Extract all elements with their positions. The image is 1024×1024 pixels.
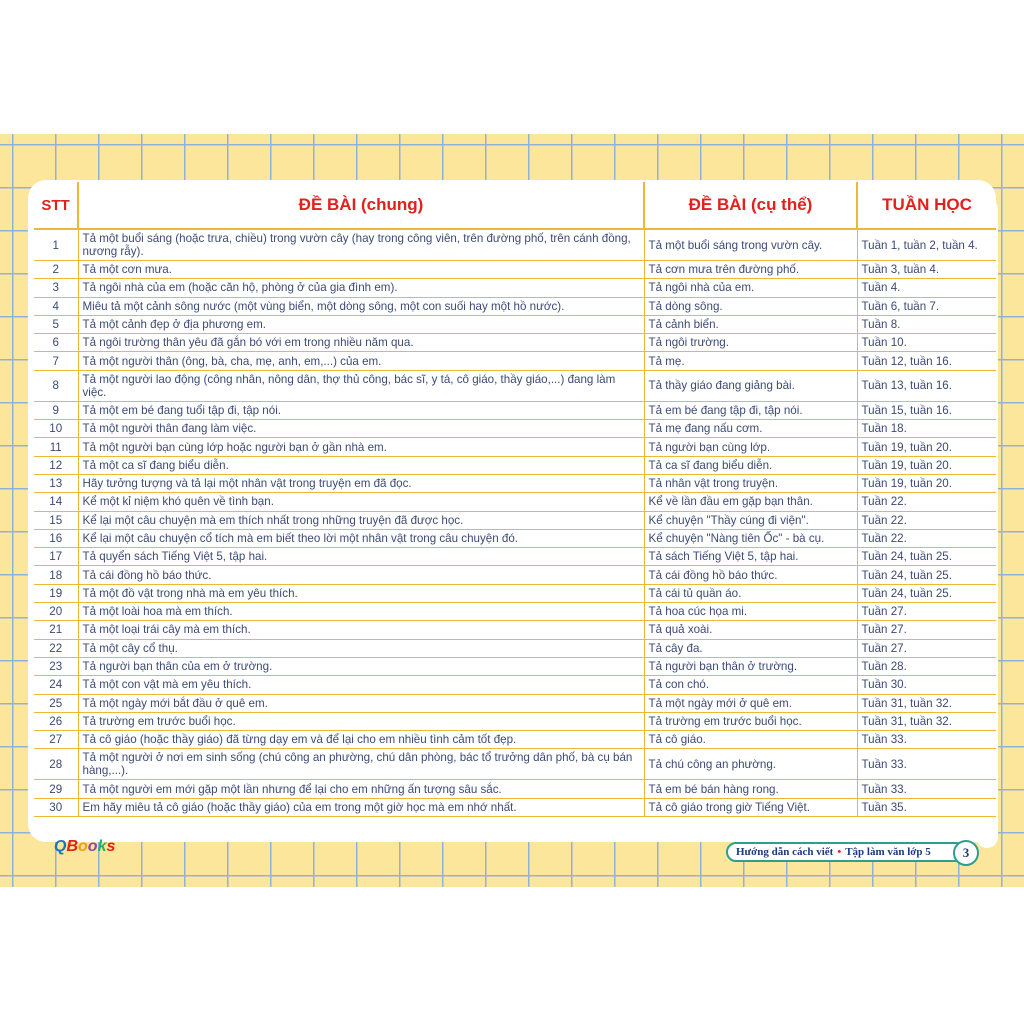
study-week-cell: Tuần 19, tuần 20. bbox=[857, 456, 996, 474]
specific-topic-cell: Tả một buổi sáng trong vườn cây. bbox=[644, 229, 857, 261]
study-week-cell: Tuần 3, tuần 4. bbox=[857, 261, 996, 279]
specific-topic-cell: Tả cái đồng hồ báo thức. bbox=[644, 566, 857, 584]
row-number: 23 bbox=[34, 657, 78, 675]
row-number: 11 bbox=[34, 438, 78, 456]
general-topic-cell: Tả một cơn mưa. bbox=[78, 261, 644, 279]
general-topic-cell: Tả ngôi nhà của em (hoặc căn hộ, phòng ở của gia đình em). bbox=[78, 279, 644, 297]
table-row bbox=[34, 694, 996, 712]
study-week-cell: Tuần 22. bbox=[857, 511, 996, 529]
general-topic-cell: Tả một người lao động (công nhân, nông dân, thợ thủ công, bác sĩ, y tá, cô giáo, thầy giáo,...) đang làm việc. bbox=[78, 370, 644, 401]
row-number: 24 bbox=[34, 676, 78, 694]
table-row bbox=[34, 474, 996, 492]
specific-topic-cell: Tả sách Tiếng Việt 5, tập hai. bbox=[644, 548, 857, 566]
general-topic-cell: Tả một loại trái cây mà em thích. bbox=[78, 621, 644, 639]
table-row bbox=[34, 621, 996, 639]
row-number: 19 bbox=[34, 584, 78, 602]
general-topic-cell: Tả một ca sĩ đang biểu diễn. bbox=[78, 456, 644, 474]
specific-topic-cell: Tả dòng sông. bbox=[644, 297, 857, 315]
study-week-cell: Tuần 4. bbox=[857, 279, 996, 297]
book-title: Hướng dẫn cách viết bbox=[736, 846, 834, 858]
study-week-cell: Tuần 27. bbox=[857, 639, 996, 657]
row-number: 25 bbox=[34, 694, 78, 712]
study-week-cell: Tuần 8. bbox=[857, 315, 996, 333]
specific-topic-cell: Tả thầy giáo đang giảng bài. bbox=[644, 370, 857, 401]
study-week-cell: Tuần 18. bbox=[857, 420, 996, 438]
study-week-cell: Tuần 12, tuần 16. bbox=[857, 352, 996, 370]
row-number: 16 bbox=[34, 529, 78, 547]
general-topic-cell: Tả một ngày mới bắt đầu ở quê em. bbox=[78, 694, 644, 712]
specific-topic-cell: Tả con chó. bbox=[644, 676, 857, 694]
specific-topic-cell: Tả quả xoài. bbox=[644, 621, 857, 639]
study-week-cell: Tuần 19, tuần 20. bbox=[857, 438, 996, 456]
table-row bbox=[34, 352, 996, 370]
row-number: 21 bbox=[34, 621, 78, 639]
specific-topic-cell: Tả chú công an phường. bbox=[644, 749, 857, 780]
table-row bbox=[34, 548, 996, 566]
specific-topic-cell: Kể chuyện "Thầy cúng đi viện". bbox=[644, 511, 857, 529]
row-number: 26 bbox=[34, 712, 78, 730]
study-week-cell: Tuần 33. bbox=[857, 749, 996, 780]
study-week-cell: Tuần 13, tuần 16. bbox=[857, 370, 996, 401]
general-topic-cell: Tả một cây cổ thụ. bbox=[78, 639, 644, 657]
row-number: 7 bbox=[34, 352, 78, 370]
publisher-logo: QBooks bbox=[54, 838, 116, 855]
header-study-week: TUẦN HỌC bbox=[857, 182, 996, 229]
study-week-cell: Tuần 35. bbox=[857, 798, 996, 816]
table-row bbox=[34, 603, 996, 621]
general-topic-cell: Tả một cảnh đẹp ở địa phương em. bbox=[78, 315, 644, 333]
table-row bbox=[34, 657, 996, 675]
study-week-cell: Tuần 6, tuần 7. bbox=[857, 297, 996, 315]
general-topic-cell: Tả cô giáo (hoặc thầy giáo) đã từng dạy em và để lại cho em nhiều tình cảm tốt đẹp. bbox=[78, 731, 644, 749]
row-number: 5 bbox=[34, 315, 78, 333]
row-number: 22 bbox=[34, 639, 78, 657]
table-row bbox=[34, 401, 996, 419]
specific-topic-cell: Tả cái tủ quần áo. bbox=[644, 584, 857, 602]
study-week-cell: Tuần 30. bbox=[857, 676, 996, 694]
header-specific-topic: ĐỀ BÀI (cụ thể) bbox=[644, 182, 857, 229]
study-week-cell: Tuần 24, tuần 25. bbox=[857, 584, 996, 602]
general-topic-cell: Miêu tả một cảnh sông nước (một vùng biển, một dòng sông, một con suối hay một hồ nước). bbox=[78, 297, 644, 315]
row-number: 15 bbox=[34, 511, 78, 529]
general-topic-cell: Em hãy miêu tả cô giáo (hoặc thầy giáo) của em trong một giờ học mà em nhớ nhất. bbox=[78, 798, 644, 816]
study-week-cell: Tuần 15, tuần 16. bbox=[857, 401, 996, 419]
row-number: 27 bbox=[34, 731, 78, 749]
header-stt: STT bbox=[41, 196, 70, 214]
table-row bbox=[34, 315, 996, 333]
general-topic-cell: Tả một người bạn cùng lớp hoặc người bạn ở gần nhà em. bbox=[78, 438, 644, 456]
table-row bbox=[34, 511, 996, 529]
general-topic-cell: Tả một đồ vật trong nhà mà em yêu thích. bbox=[78, 584, 644, 602]
specific-topic-cell: Tả hoa cúc họa mi. bbox=[644, 603, 857, 621]
essay-topics-table bbox=[34, 182, 996, 817]
specific-topic-cell: Tả cảnh biển. bbox=[644, 315, 857, 333]
table-row bbox=[34, 780, 996, 798]
general-topic-cell: Tả một buổi sáng (hoặc trưa, chiều) trong vườn cây (hay trong công viên, trên đường phố, trên cánh đồng, nương rẫy). bbox=[78, 229, 644, 261]
table-row bbox=[34, 493, 996, 511]
general-topic-cell: Kể lại một câu chuyện mà em thích nhất trong những truyện đã được học. bbox=[78, 511, 644, 529]
row-number: 20 bbox=[34, 603, 78, 621]
general-topic-cell: Kể lại một câu chuyện cổ tích mà em biết theo lời một nhân vật trong câu chuyện đó. bbox=[78, 529, 644, 547]
table-row bbox=[34, 639, 996, 657]
general-topic-cell: Tả trường em trước buổi học. bbox=[78, 712, 644, 730]
table-row bbox=[34, 261, 996, 279]
study-week-cell: Tuần 24, tuần 25. bbox=[857, 566, 996, 584]
table-row bbox=[34, 297, 996, 315]
table-row bbox=[34, 279, 996, 297]
study-week-cell: Tuần 1, tuần 2, tuần 4. bbox=[857, 229, 996, 261]
study-week-cell: Tuần 24, tuần 25. bbox=[857, 548, 996, 566]
table-row bbox=[34, 676, 996, 694]
general-topic-cell: Tả một người thân (ông, bà, cha, mẹ, anh, em,...) của em. bbox=[78, 352, 644, 370]
general-topic-cell: Tả một loài hoa mà em thích. bbox=[78, 603, 644, 621]
study-week-cell: Tuần 27. bbox=[857, 603, 996, 621]
row-number: 13 bbox=[34, 474, 78, 492]
study-week-cell: Tuần 31, tuần 32. bbox=[857, 694, 996, 712]
row-number: 9 bbox=[34, 401, 78, 419]
table-body bbox=[34, 229, 996, 817]
specific-topic-cell: Tả ca sĩ đang biểu diễn. bbox=[644, 456, 857, 474]
specific-topic-cell: Tả người bạn thân ở trường. bbox=[644, 657, 857, 675]
row-number: 17 bbox=[34, 548, 78, 566]
specific-topic-cell: Tả em bé bán hàng rong. bbox=[644, 780, 857, 798]
table-row bbox=[34, 566, 996, 584]
study-week-cell: Tuần 31, tuần 32. bbox=[857, 712, 996, 730]
header-general-topic: ĐỀ BÀI (chung) bbox=[78, 182, 644, 229]
general-topic-cell: Tả ngôi trường thân yêu đã gắn bó với em trong nhiều năm qua. bbox=[78, 334, 644, 352]
specific-topic-cell: Tả cô giáo. bbox=[644, 731, 857, 749]
study-week-cell: Tuần 22. bbox=[857, 493, 996, 511]
specific-topic-cell: Tả cây đa. bbox=[644, 639, 857, 657]
specific-topic-cell: Tả ngôi trường. bbox=[644, 334, 857, 352]
table-row bbox=[34, 438, 996, 456]
specific-topic-cell: Kể chuyện "Nàng tiên Ốc" - bà cụ. bbox=[644, 529, 857, 547]
table-row bbox=[34, 229, 996, 261]
table-row bbox=[34, 712, 996, 730]
specific-topic-cell: Kể về lần đầu em gặp bạn thân. bbox=[644, 493, 857, 511]
study-week-cell: Tuần 22. bbox=[857, 529, 996, 547]
specific-topic-cell: Tả mẹ đang nấu cơm. bbox=[644, 420, 857, 438]
table-row bbox=[34, 370, 996, 401]
general-topic-cell: Kể một kỉ niệm khó quên về tình bạn. bbox=[78, 493, 644, 511]
specific-topic-cell: Tả em bé đang tập đi, tập nói. bbox=[644, 401, 857, 419]
row-number: 2 bbox=[34, 261, 78, 279]
specific-topic-cell: Tả ngôi nhà của em. bbox=[644, 279, 857, 297]
row-number: 3 bbox=[34, 279, 78, 297]
general-topic-cell: Tả một người em mới gặp một lần nhưng để lại cho em những ấn tượng sâu sắc. bbox=[78, 780, 644, 798]
study-week-cell: Tuần 33. bbox=[857, 780, 996, 798]
row-number: 1 bbox=[34, 229, 78, 261]
study-week-cell: Tuần 19, tuần 20. bbox=[857, 474, 996, 492]
table-row bbox=[34, 731, 996, 749]
row-number: 18 bbox=[34, 566, 78, 584]
book-subtitle: Tập làm văn lớp 5 bbox=[845, 846, 931, 858]
row-number: 8 bbox=[34, 370, 78, 401]
row-number: 6 bbox=[34, 334, 78, 352]
general-topic-cell: Tả một người ở nơi em sinh sống (chú công an phường, chú dân phòng, bác tổ trưởng dân phố, bà cụ bán hàng,...). bbox=[78, 749, 644, 780]
study-week-cell: Tuần 28. bbox=[857, 657, 996, 675]
row-number: 12 bbox=[34, 456, 78, 474]
general-topic-cell: Tả một người thân đang làm việc. bbox=[78, 420, 644, 438]
study-week-cell: Tuần 27. bbox=[857, 621, 996, 639]
table-row bbox=[34, 529, 996, 547]
row-number: 10 bbox=[34, 420, 78, 438]
general-topic-cell: Hãy tưởng tượng và tả lại một nhân vật trong truyện em đã đọc. bbox=[78, 474, 644, 492]
table-row bbox=[34, 420, 996, 438]
page-number: 3 bbox=[953, 840, 979, 866]
title-separator: • bbox=[837, 846, 842, 858]
table-row bbox=[34, 334, 996, 352]
table-row bbox=[34, 798, 996, 816]
general-topic-cell: Tả quyển sách Tiếng Việt 5, tập hai. bbox=[78, 548, 644, 566]
general-topic-cell: Tả người bạn thân của em ở trường. bbox=[78, 657, 644, 675]
row-number: 29 bbox=[34, 780, 78, 798]
table-header-row bbox=[34, 182, 996, 229]
book-title-pill bbox=[726, 842, 966, 862]
specific-topic-cell: Tả trường em trước buổi học. bbox=[644, 712, 857, 730]
study-week-cell: Tuần 33. bbox=[857, 731, 996, 749]
row-number: 30 bbox=[34, 798, 78, 816]
table-row bbox=[34, 749, 996, 780]
specific-topic-cell: Tả một ngày mới ở quê em. bbox=[644, 694, 857, 712]
row-number: 4 bbox=[34, 297, 78, 315]
specific-topic-cell: Tả cơn mưa trên đường phố. bbox=[644, 261, 857, 279]
row-number: 28 bbox=[34, 749, 78, 780]
specific-topic-cell: Tả nhân vật trong truyện. bbox=[644, 474, 857, 492]
general-topic-cell: Tả một em bé đang tuổi tập đi, tập nói. bbox=[78, 401, 644, 419]
general-topic-cell: Tả một con vật mà em yêu thích. bbox=[78, 676, 644, 694]
table-row bbox=[34, 584, 996, 602]
study-week-cell: Tuần 10. bbox=[857, 334, 996, 352]
general-topic-cell: Tả cái đồng hồ báo thức. bbox=[78, 566, 644, 584]
specific-topic-cell: Tả mẹ. bbox=[644, 352, 857, 370]
specific-topic-cell: Tả người bạn cùng lớp. bbox=[644, 438, 857, 456]
row-number: 14 bbox=[34, 493, 78, 511]
table-row bbox=[34, 456, 996, 474]
specific-topic-cell: Tả cô giáo trong giờ Tiếng Việt. bbox=[644, 798, 857, 816]
